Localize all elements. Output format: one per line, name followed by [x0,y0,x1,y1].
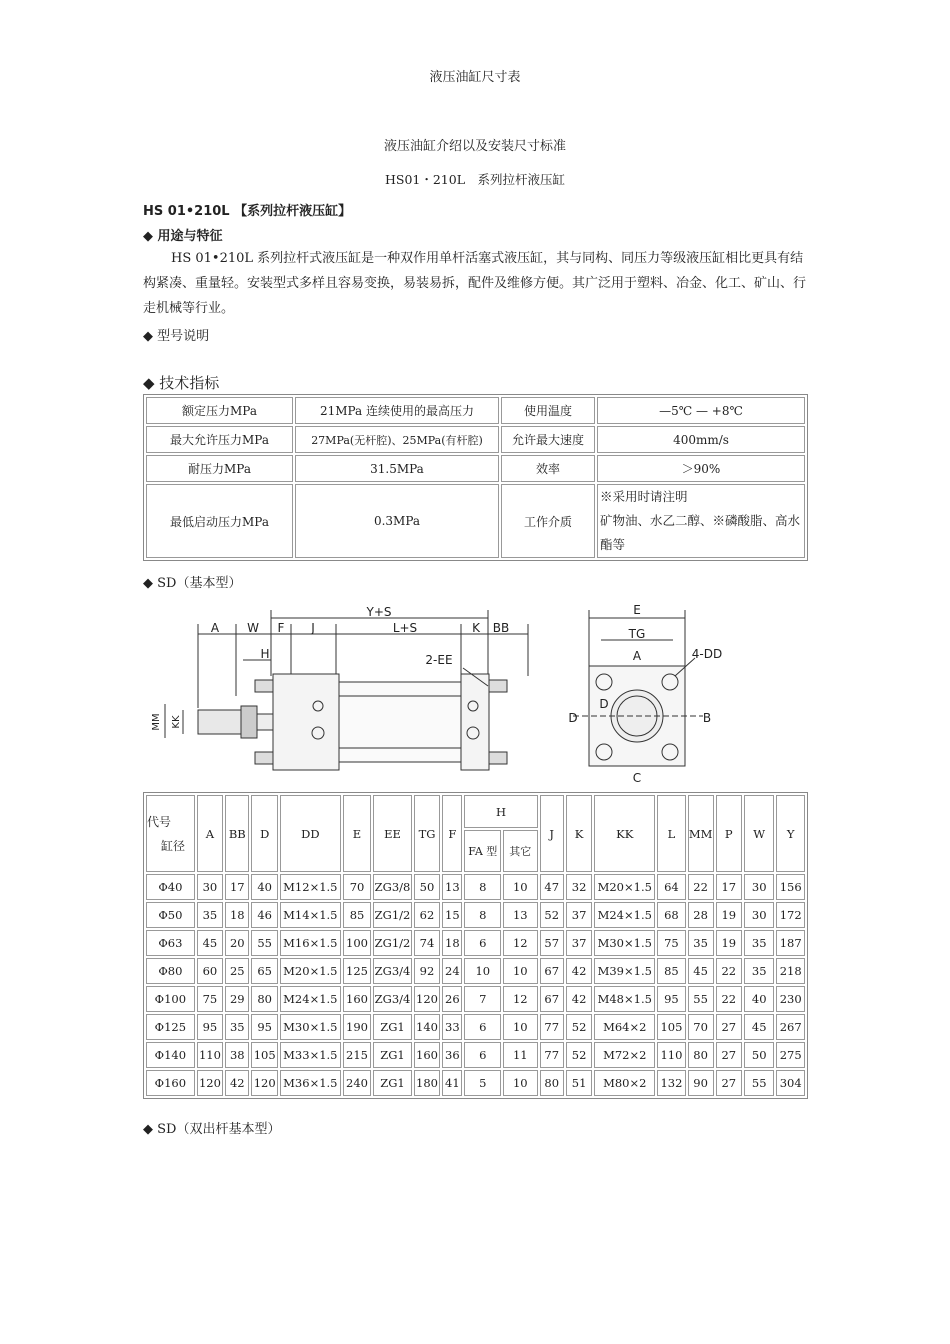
table-cell: 41 [442,1070,462,1096]
table-cell: M24×1.5 [594,902,655,928]
table-cell: 19 [716,902,742,928]
tech-cell: 允许最大速度 [501,426,595,453]
table-row [146,958,805,984]
table-cell: 267 [776,1014,805,1040]
table-cell: 30 [744,902,774,928]
sd-heading: ◆ SD（基本型） [143,576,242,591]
table-cell: 11 [503,1042,538,1068]
table-cell: 6 [464,1042,501,1068]
table-cell: 42 [225,1070,249,1096]
table-cell: 13 [442,874,462,900]
table-cell: 6 [464,930,501,956]
table-row [146,1042,805,1068]
usage-heading: ◆ 用途与特征 [143,229,223,244]
model-heading: ◆ 型号说明 [143,329,210,344]
table-cell: ZG1/2 [373,902,412,928]
col-header: L [657,795,685,872]
col-header: Y [776,795,805,872]
section-heading: HS 01•210L 【系列拉杆液压缸】 [143,204,352,219]
tech-row [146,426,805,453]
table-cell: 60 [197,958,223,984]
label-w: W [247,621,259,635]
table-cell: 27 [716,1042,742,1068]
tech-cell: —5℃ — +8℃ [597,397,805,424]
table-row [146,930,805,956]
table-cell: 17 [225,874,249,900]
table-cell: 20 [225,930,249,956]
label-ee: 2-EE [425,653,453,667]
table-cell: 42 [566,958,592,984]
label-f: F [277,621,285,635]
table-cell: 70 [688,1014,714,1040]
dimensions-table [143,792,808,1099]
table-cell: ZG1 [373,1042,412,1068]
table-cell: 57 [540,930,564,956]
table-cell: 156 [776,874,805,900]
col-header: TG [414,795,440,872]
tech-cell: 使用温度 [501,397,595,424]
label-ls: L+S [392,621,418,635]
table-cell: 105 [251,1042,277,1068]
bore-cell: Φ140 [146,1042,195,1068]
bore-cell: Φ80 [146,958,195,984]
dims-header-row [146,795,805,828]
cylinder-drawing [143,596,743,786]
table-cell: 77 [540,1014,564,1040]
label-e: E [633,603,641,617]
table-cell: 40 [744,986,774,1012]
code-bore-header [146,795,195,872]
table-cell: M30×1.5 [594,930,655,956]
table-row [146,874,805,900]
tech-cell: 工作介质 [501,484,595,558]
tech-cell: 额定压力MPa [146,397,293,424]
tech-cell: ＞90% [597,455,805,482]
medium-list: 矿物油、水乙二醇、※磷酸脂、高水酯等 [600,513,801,552]
table-cell: 75 [197,986,223,1012]
table-cell: 50 [744,1042,774,1068]
table-cell: 215 [343,1042,371,1068]
table-cell: 22 [688,874,714,900]
table-cell: 140 [414,1014,440,1040]
table-cell: 55 [251,930,277,956]
table-cell: 35 [197,902,223,928]
table-cell: M14×1.5 [280,902,341,928]
table-cell: M24×1.5 [280,986,341,1012]
table-cell: 90 [688,1070,714,1096]
tech-heading: ◆ 技术指标 [143,374,220,392]
table-cell: 55 [688,986,714,1012]
table-cell: 38 [225,1042,249,1068]
table-cell: 180 [414,1070,440,1096]
document-title: 液压油缸尺寸表 [429,70,521,85]
table-cell: M33×1.5 [280,1042,341,1068]
table-cell: 19 [716,930,742,956]
h-sub-header: 其它 [503,830,538,872]
table-cell: 120 [197,1070,223,1096]
table-cell: 85 [343,902,371,928]
table-cell: 47 [540,874,564,900]
series-title: HS01・210L 系列拉杆液压缸 [384,172,566,187]
dims-body [146,874,805,1096]
table-cell: 40 [251,874,277,900]
medium-cell [597,484,805,558]
table-cell: 28 [688,902,714,928]
table-cell: M20×1.5 [594,874,655,900]
table-cell: 120 [251,1070,277,1096]
tech-row [146,397,805,424]
table-cell: 160 [414,1042,440,1068]
table-cell: 42 [566,986,592,1012]
bore-cell: Φ100 [146,986,195,1012]
table-cell: 65 [251,958,277,984]
h-sub-header: FA 型 [464,830,501,872]
table-cell: 22 [716,986,742,1012]
tech-row [146,455,805,482]
tech-spec-table [143,394,808,561]
table-cell: 18 [442,930,462,956]
tech-cell: 最低启动压力MPa [146,484,293,558]
table-cell: M48×1.5 [594,986,655,1012]
table-cell: 45 [688,958,714,984]
col-header: D [251,795,277,872]
tech-cell: 0.3MPa [295,484,499,558]
tech-cell: 最大允许压力MPa [146,426,293,453]
col-header: E [343,795,371,872]
table-cell: 92 [414,958,440,984]
table-cell: ZG3/4 [373,958,412,984]
table-cell: M39×1.5 [594,958,655,984]
table-cell: 35 [225,1014,249,1040]
table-cell: 26 [442,986,462,1012]
table-cell: 45 [744,1014,774,1040]
tech-cell: 31.5MPa [295,455,499,482]
table-cell: M36×1.5 [280,1070,341,1096]
col-header: A [197,795,223,872]
table-cell: 33 [442,1014,462,1040]
label-bottom-c: C [632,771,642,785]
table-cell: 110 [197,1042,223,1068]
col-header: P [716,795,742,872]
table-cell: 37 [566,902,592,928]
bore-label: 缸径 [161,838,186,853]
table-row [146,902,805,928]
tech-cell: 27MPa(无杆腔)、25MPa(有杆腔) [295,426,499,453]
tech-row [146,484,805,558]
table-cell: 120 [414,986,440,1012]
table-cell: 32 [566,874,592,900]
table-cell: 160 [343,986,371,1012]
bore-cell: Φ50 [146,902,195,928]
table-cell: ZG3/4 [373,986,412,1012]
h-group-header: H [464,795,537,828]
table-cell: 52 [566,1014,592,1040]
table-cell: 35 [688,930,714,956]
table-cell: 8 [464,874,501,900]
col-header: KK [594,795,655,872]
table-cell: 6 [464,1014,501,1040]
intro-title: 液压油缸介绍以及安装尺寸标准 [383,139,566,154]
table-cell: 275 [776,1042,805,1068]
table-cell: 30 [744,874,774,900]
table-cell: M80×2 [594,1070,655,1096]
table-cell: 27 [716,1014,742,1040]
table-cell: M30×1.5 [280,1014,341,1040]
label-h: H [260,647,270,661]
table-cell: 46 [251,902,277,928]
label-left-d: D [568,711,578,725]
table-cell: 17 [716,874,742,900]
table-cell: 67 [540,986,564,1012]
table-cell: 12 [503,986,538,1012]
table-cell: 10 [503,1014,538,1040]
table-cell: ZG1 [373,1070,412,1096]
table-cell: 13 [503,902,538,928]
table-cell: 10 [503,958,538,984]
table-cell: 37 [566,930,592,956]
table-cell: 68 [657,902,685,928]
table-cell: 15 [442,902,462,928]
table-cell: 8 [464,902,501,928]
label-inner-d: D [599,697,609,711]
tech-cell: 耐压力MPa [146,455,293,482]
table-cell: M72×2 [594,1042,655,1068]
medium-note: ※采用时请注明 [600,489,688,504]
table-cell: M16×1.5 [280,930,341,956]
label-right-b: B [702,711,712,725]
col-header: MM [688,795,714,872]
table-cell: 172 [776,902,805,928]
table-row [146,1014,805,1040]
table-cell: 125 [343,958,371,984]
table-cell: 27 [716,1070,742,1096]
label-ys: Y+S [366,605,392,619]
table-cell: 100 [343,930,371,956]
label-tg: TG [628,627,646,641]
table-cell: 77 [540,1042,564,1068]
col-header: DD [280,795,341,872]
table-cell: 190 [343,1014,371,1040]
table-cell: M20×1.5 [280,958,341,984]
table-cell: 74 [414,930,440,956]
tech-cell: 400mm/s [597,426,805,453]
table-cell: 70 [343,874,371,900]
label-dd: 4-DD [691,647,723,661]
table-cell: 187 [776,930,805,956]
label-top-a: A [632,649,642,663]
bore-cell: Φ40 [146,874,195,900]
table-cell: 29 [225,986,249,1012]
table-cell: 50 [414,874,440,900]
table-cell: 95 [657,986,685,1012]
table-cell: 64 [657,874,685,900]
table-cell: 105 [657,1014,685,1040]
table-cell: 240 [343,1070,371,1096]
label-bb: BB [492,621,510,635]
table-cell: 62 [414,902,440,928]
col-header: BB [225,795,249,872]
bore-cell: Φ160 [146,1070,195,1096]
table-cell: 36 [442,1042,462,1068]
table-cell: 51 [566,1070,592,1096]
table-cell: 30 [197,874,223,900]
table-cell: 18 [225,902,249,928]
table-cell: 35 [744,958,774,984]
tech-cell: 效率 [501,455,595,482]
table-cell: 80 [688,1042,714,1068]
col-header: W [744,795,774,872]
table-cell: 25 [225,958,249,984]
table-cell: 95 [197,1014,223,1040]
table-cell: 75 [657,930,685,956]
table-cell: 10 [503,1070,538,1096]
table-cell: 80 [540,1070,564,1096]
col-header: F [442,795,462,872]
table-cell: ZG3/8 [373,874,412,900]
table-cell: ZG1 [373,1014,412,1040]
table-cell: 10 [464,958,501,984]
table-cell: M64×2 [594,1014,655,1040]
col-header: K [566,795,592,872]
col-header: EE [373,795,412,872]
table-cell: 22 [716,958,742,984]
table-cell: 12 [503,930,538,956]
table-cell: 52 [566,1042,592,1068]
table-cell: 24 [442,958,462,984]
table-cell: 45 [197,930,223,956]
table-cell: 35 [744,930,774,956]
col-header: J [540,795,564,872]
usage-paragraph: HS 01•210L 系列拉杆式液压缸是一种双作用单杆活塞式液压缸，其与同构、同压力等级液压缸相比更具有结构紧凑、重量轻。安装型式多样且容易变换，易装易拆，配件及维修方便。其广泛用于塑料、冶金、化工、矿山、行走机械等行业。 [143,251,807,316]
table-row [146,1070,805,1096]
table-cell: 85 [657,958,685,984]
table-cell: 67 [540,958,564,984]
table-cell: M12×1.5 [280,874,341,900]
table-cell: 55 [744,1070,774,1096]
table-cell: 80 [251,986,277,1012]
table-cell: 230 [776,986,805,1012]
label-k: K [472,621,480,635]
bore-cell: Φ125 [146,1014,195,1040]
label-a: A [210,621,220,635]
table-cell: 95 [251,1014,277,1040]
label-mm: MM [151,713,162,731]
code-label: 代号 [147,814,172,829]
table-cell: 10 [503,874,538,900]
table-cell: 132 [657,1070,685,1096]
table-cell: 110 [657,1042,685,1068]
tech-cell: 21MPa 连续使用的最高压力 [295,397,499,424]
table-cell: 52 [540,902,564,928]
table-cell: 304 [776,1070,805,1096]
label-j: J [311,621,315,635]
table-row [146,986,805,1012]
table-cell: 5 [464,1070,501,1096]
table-cell: ZG1/2 [373,930,412,956]
table-cell: 218 [776,958,805,984]
table-cell: 7 [464,986,501,1012]
label-kk: KK [171,715,182,729]
sd-double-heading: ◆ SD（双出杆基本型） [143,1122,281,1137]
bore-cell: Φ63 [146,930,195,956]
